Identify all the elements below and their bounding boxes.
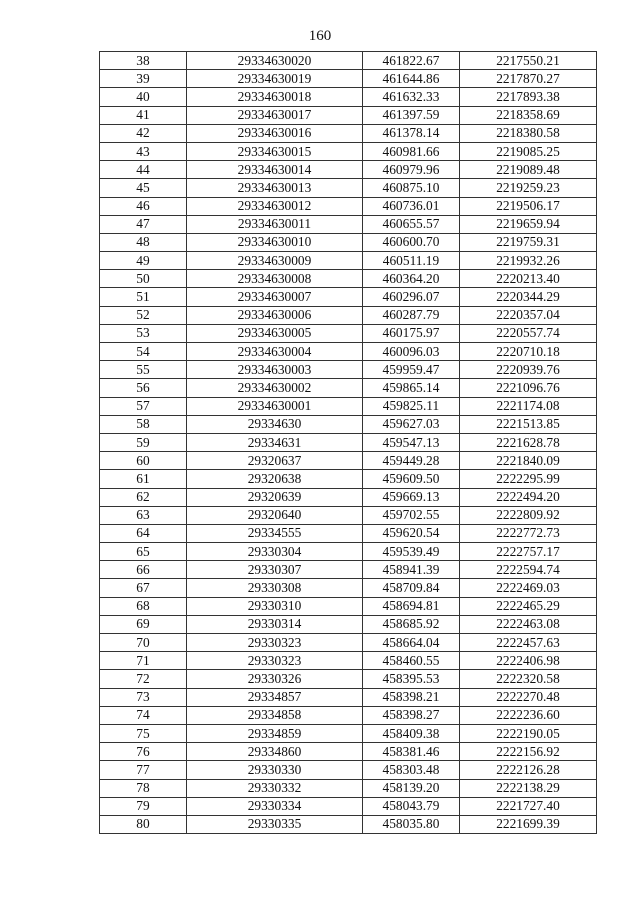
row-number-cell: 39 (100, 70, 187, 88)
x-coordinate-cell: 458398.21 (363, 688, 460, 706)
y-coordinate-cell: 2222320.58 (460, 670, 597, 688)
point-id-cell: 29330307 (187, 561, 363, 579)
x-coordinate-cell: 461644.86 (363, 70, 460, 88)
y-coordinate-cell: 2221699.39 (460, 815, 597, 833)
row-number-cell: 72 (100, 670, 187, 688)
row-number-cell: 42 (100, 124, 187, 142)
row-number-cell: 78 (100, 779, 187, 797)
row-number-cell: 73 (100, 688, 187, 706)
x-coordinate-cell: 460655.57 (363, 215, 460, 233)
table-row (100, 524, 597, 542)
coordinates-table (99, 51, 597, 834)
row-number-cell: 47 (100, 215, 187, 233)
table-row (100, 343, 597, 361)
point-id-cell: 29330326 (187, 670, 363, 688)
y-coordinate-cell: 2221727.40 (460, 797, 597, 815)
x-coordinate-cell: 458409.38 (363, 724, 460, 742)
table-body (100, 52, 597, 834)
row-number-cell: 69 (100, 615, 187, 633)
x-coordinate-cell: 460364.20 (363, 270, 460, 288)
point-id-cell: 29334858 (187, 706, 363, 724)
table-row (100, 488, 597, 506)
row-number-cell: 61 (100, 470, 187, 488)
table-row (100, 815, 597, 833)
point-id-cell: 29334630012 (187, 197, 363, 215)
table-row (100, 724, 597, 742)
x-coordinate-cell: 460979.96 (363, 161, 460, 179)
point-id-cell: 29334630016 (187, 124, 363, 142)
x-coordinate-cell: 458664.04 (363, 634, 460, 652)
x-coordinate-cell: 460736.01 (363, 197, 460, 215)
table-row (100, 779, 597, 797)
y-coordinate-cell: 2220357.04 (460, 306, 597, 324)
point-id-cell: 29334857 (187, 688, 363, 706)
y-coordinate-cell: 2222494.20 (460, 488, 597, 506)
x-coordinate-cell: 458941.39 (363, 561, 460, 579)
y-coordinate-cell: 2222772.73 (460, 524, 597, 542)
point-id-cell: 29334630008 (187, 270, 363, 288)
point-id-cell: 29330323 (187, 634, 363, 652)
x-coordinate-cell: 461822.67 (363, 52, 460, 70)
table-row (100, 379, 597, 397)
point-id-cell: 29320638 (187, 470, 363, 488)
y-coordinate-cell: 2220213.40 (460, 270, 597, 288)
y-coordinate-cell: 2217870.27 (460, 70, 597, 88)
row-number-cell: 49 (100, 252, 187, 270)
point-id-cell: 29334859 (187, 724, 363, 742)
table-row (100, 324, 597, 342)
point-id-cell: 29334630002 (187, 379, 363, 397)
row-number-cell: 46 (100, 197, 187, 215)
y-coordinate-cell: 2218380.58 (460, 124, 597, 142)
point-id-cell: 29334860 (187, 743, 363, 761)
table-row (100, 688, 597, 706)
table-row (100, 361, 597, 379)
point-id-cell: 29330330 (187, 761, 363, 779)
table-row (100, 215, 597, 233)
point-id-cell: 29320637 (187, 452, 363, 470)
row-number-cell: 48 (100, 233, 187, 251)
x-coordinate-cell: 461378.14 (363, 124, 460, 142)
point-id-cell: 29334630011 (187, 215, 363, 233)
y-coordinate-cell: 2219085.25 (460, 142, 597, 160)
y-coordinate-cell: 2222465.29 (460, 597, 597, 615)
y-coordinate-cell: 2222138.29 (460, 779, 597, 797)
y-coordinate-cell: 2221840.09 (460, 452, 597, 470)
row-number-cell: 71 (100, 652, 187, 670)
table-row (100, 543, 597, 561)
x-coordinate-cell: 460175.97 (363, 324, 460, 342)
x-coordinate-cell: 460511.19 (363, 252, 460, 270)
row-number-cell: 75 (100, 724, 187, 742)
x-coordinate-cell: 459702.55 (363, 506, 460, 524)
y-coordinate-cell: 2220710.18 (460, 343, 597, 361)
point-id-cell: 29330332 (187, 779, 363, 797)
row-number-cell: 63 (100, 506, 187, 524)
y-coordinate-cell: 2219759.31 (460, 233, 597, 251)
table-row (100, 743, 597, 761)
point-id-cell: 29330308 (187, 579, 363, 597)
point-id-cell: 29320639 (187, 488, 363, 506)
x-coordinate-cell: 460981.66 (363, 142, 460, 160)
table-row (100, 161, 597, 179)
row-number-cell: 45 (100, 179, 187, 197)
table-row (100, 797, 597, 815)
x-coordinate-cell: 458043.79 (363, 797, 460, 815)
table-row (100, 179, 597, 197)
y-coordinate-cell: 2221628.78 (460, 433, 597, 451)
row-number-cell: 54 (100, 343, 187, 361)
table-row (100, 70, 597, 88)
x-coordinate-cell: 458685.92 (363, 615, 460, 633)
row-number-cell: 57 (100, 397, 187, 415)
y-coordinate-cell: 2218358.69 (460, 106, 597, 124)
y-coordinate-cell: 2219659.94 (460, 215, 597, 233)
row-number-cell: 59 (100, 433, 187, 451)
table-row (100, 433, 597, 451)
y-coordinate-cell: 2222594.74 (460, 561, 597, 579)
x-coordinate-cell: 459825.11 (363, 397, 460, 415)
point-id-cell: 29330314 (187, 615, 363, 633)
table-row (100, 252, 597, 270)
x-coordinate-cell: 458303.48 (363, 761, 460, 779)
y-coordinate-cell: 2222236.60 (460, 706, 597, 724)
row-number-cell: 76 (100, 743, 187, 761)
y-coordinate-cell: 2222469.03 (460, 579, 597, 597)
row-number-cell: 53 (100, 324, 187, 342)
point-id-cell: 29334630017 (187, 106, 363, 124)
point-id-cell: 29330310 (187, 597, 363, 615)
x-coordinate-cell: 458139.20 (363, 779, 460, 797)
point-id-cell: 29334630001 (187, 397, 363, 415)
x-coordinate-cell: 459865.14 (363, 379, 460, 397)
row-number-cell: 58 (100, 415, 187, 433)
point-id-cell: 29334630004 (187, 343, 363, 361)
y-coordinate-cell: 2220344.29 (460, 288, 597, 306)
y-coordinate-cell: 2217550.21 (460, 52, 597, 70)
x-coordinate-cell: 459609.50 (363, 470, 460, 488)
row-number-cell: 68 (100, 597, 187, 615)
point-id-cell: 29330335 (187, 815, 363, 833)
row-number-cell: 77 (100, 761, 187, 779)
table-row (100, 142, 597, 160)
table-row (100, 197, 597, 215)
y-coordinate-cell: 2219506.17 (460, 197, 597, 215)
row-number-cell: 74 (100, 706, 187, 724)
x-coordinate-cell: 458460.55 (363, 652, 460, 670)
y-coordinate-cell: 2222757.17 (460, 543, 597, 561)
x-coordinate-cell: 461632.33 (363, 88, 460, 106)
table-row (100, 706, 597, 724)
x-coordinate-cell: 458709.84 (363, 579, 460, 597)
x-coordinate-cell: 458395.53 (363, 670, 460, 688)
table-row (100, 634, 597, 652)
row-number-cell: 64 (100, 524, 187, 542)
row-number-cell: 62 (100, 488, 187, 506)
row-number-cell: 70 (100, 634, 187, 652)
x-coordinate-cell: 459669.13 (363, 488, 460, 506)
x-coordinate-cell: 461397.59 (363, 106, 460, 124)
table-row (100, 670, 597, 688)
point-id-cell: 29320640 (187, 506, 363, 524)
table-row (100, 652, 597, 670)
table-row (100, 124, 597, 142)
row-number-cell: 67 (100, 579, 187, 597)
table-row (100, 470, 597, 488)
row-number-cell: 55 (100, 361, 187, 379)
point-id-cell: 29330304 (187, 543, 363, 561)
x-coordinate-cell: 460600.70 (363, 233, 460, 251)
row-number-cell: 56 (100, 379, 187, 397)
point-id-cell: 29334630018 (187, 88, 363, 106)
x-coordinate-cell: 459627.03 (363, 415, 460, 433)
y-coordinate-cell: 2222126.28 (460, 761, 597, 779)
table-row (100, 88, 597, 106)
row-number-cell: 44 (100, 161, 187, 179)
x-coordinate-cell: 460296.07 (363, 288, 460, 306)
row-number-cell: 65 (100, 543, 187, 561)
table-row (100, 506, 597, 524)
table-row (100, 415, 597, 433)
table-row (100, 761, 597, 779)
table-row (100, 52, 597, 70)
y-coordinate-cell: 2222457.63 (460, 634, 597, 652)
y-coordinate-cell: 2220557.74 (460, 324, 597, 342)
table-row (100, 452, 597, 470)
point-id-cell: 29334630020 (187, 52, 363, 70)
y-coordinate-cell: 2219089.48 (460, 161, 597, 179)
row-number-cell: 51 (100, 288, 187, 306)
point-id-cell: 29334630005 (187, 324, 363, 342)
table-row (100, 597, 597, 615)
row-number-cell: 38 (100, 52, 187, 70)
x-coordinate-cell: 460096.03 (363, 343, 460, 361)
point-id-cell: 29334630014 (187, 161, 363, 179)
y-coordinate-cell: 2222406.98 (460, 652, 597, 670)
point-id-cell: 29334630010 (187, 233, 363, 251)
row-number-cell: 40 (100, 88, 187, 106)
point-id-cell: 29334630003 (187, 361, 363, 379)
y-coordinate-cell: 2222190.05 (460, 724, 597, 742)
point-id-cell: 29334630007 (187, 288, 363, 306)
y-coordinate-cell: 2219932.26 (460, 252, 597, 270)
table-row (100, 288, 597, 306)
point-id-cell: 29334631 (187, 433, 363, 451)
y-coordinate-cell: 2222295.99 (460, 470, 597, 488)
table-row (100, 615, 597, 633)
point-id-cell: 29334630 (187, 415, 363, 433)
page-number: 160 (308, 28, 332, 44)
point-id-cell: 29334630019 (187, 70, 363, 88)
x-coordinate-cell: 458398.27 (363, 706, 460, 724)
x-coordinate-cell: 459539.49 (363, 543, 460, 561)
y-coordinate-cell: 2222156.92 (460, 743, 597, 761)
x-coordinate-cell: 459547.13 (363, 433, 460, 451)
row-number-cell: 41 (100, 106, 187, 124)
row-number-cell: 52 (100, 306, 187, 324)
row-number-cell: 66 (100, 561, 187, 579)
table-row (100, 579, 597, 597)
point-id-cell: 29334630006 (187, 306, 363, 324)
y-coordinate-cell: 2217893.38 (460, 88, 597, 106)
table-row (100, 306, 597, 324)
table-row (100, 106, 597, 124)
y-coordinate-cell: 2221096.76 (460, 379, 597, 397)
point-id-cell: 29330323 (187, 652, 363, 670)
x-coordinate-cell: 459959.47 (363, 361, 460, 379)
y-coordinate-cell: 2221513.85 (460, 415, 597, 433)
row-number-cell: 43 (100, 142, 187, 160)
y-coordinate-cell: 2221174.08 (460, 397, 597, 415)
point-id-cell: 29334630013 (187, 179, 363, 197)
table-row (100, 561, 597, 579)
y-coordinate-cell: 2222270.48 (460, 688, 597, 706)
point-id-cell: 29334630009 (187, 252, 363, 270)
x-coordinate-cell: 460875.10 (363, 179, 460, 197)
row-number-cell: 79 (100, 797, 187, 815)
table-row (100, 270, 597, 288)
point-id-cell: 29330334 (187, 797, 363, 815)
table-row (100, 233, 597, 251)
row-number-cell: 60 (100, 452, 187, 470)
y-coordinate-cell: 2222463.08 (460, 615, 597, 633)
x-coordinate-cell: 458035.80 (363, 815, 460, 833)
y-coordinate-cell: 2219259.23 (460, 179, 597, 197)
x-coordinate-cell: 460287.79 (363, 306, 460, 324)
table-row (100, 397, 597, 415)
x-coordinate-cell: 459449.28 (363, 452, 460, 470)
y-coordinate-cell: 2220939.76 (460, 361, 597, 379)
row-number-cell: 80 (100, 815, 187, 833)
x-coordinate-cell: 459620.54 (363, 524, 460, 542)
y-coordinate-cell: 2222809.92 (460, 506, 597, 524)
point-id-cell: 29334630015 (187, 142, 363, 160)
x-coordinate-cell: 458694.81 (363, 597, 460, 615)
x-coordinate-cell: 458381.46 (363, 743, 460, 761)
point-id-cell: 29334555 (187, 524, 363, 542)
row-number-cell: 50 (100, 270, 187, 288)
